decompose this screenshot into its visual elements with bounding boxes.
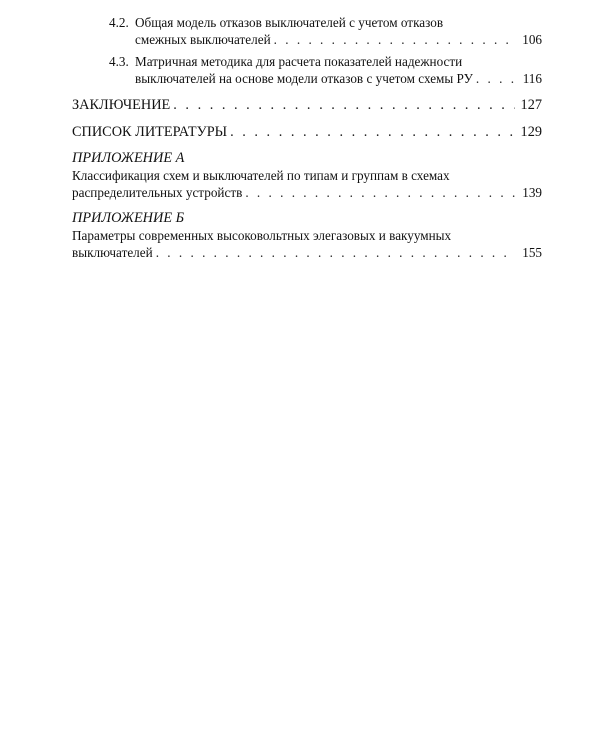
appendix-body	[72, 227, 542, 261]
dot-leader	[476, 70, 515, 87]
appendix-title-line2-row	[72, 184, 542, 201]
appendix-heading: ПРИЛОЖЕНИЕ А	[72, 150, 185, 166]
toc-entry-references-line	[72, 123, 542, 141]
section-number: 4.3.	[109, 54, 129, 69]
section-title: СПИСОК ЛИТЕРАТУРЫ	[72, 124, 228, 140]
dot-leader	[245, 184, 515, 201]
section-number: 4.2.	[109, 15, 129, 30]
table-of-contents	[72, 14, 542, 261]
toc-entry-4-2-first-line	[109, 14, 542, 31]
page-number: 129	[520, 124, 542, 140]
page-number: 127	[520, 97, 542, 113]
toc-entry-4-2-second-line	[109, 31, 542, 48]
toc-entry-conclusion-line	[72, 96, 542, 114]
appendix-title-line1: Параметры современных высоковольтных элегазовых и вакуумных	[72, 228, 452, 243]
dot-leader	[173, 96, 515, 114]
appendix-heading: ПРИЛОЖЕНИЕ Б	[72, 210, 185, 226]
appendix-title-line2-row	[72, 244, 542, 261]
toc-entry-4-3-second-line	[109, 70, 542, 87]
toc-entry-4-2[interactable]	[109, 14, 542, 48]
section-title-line1: Матричная методика для расчета показателей надежности	[135, 54, 463, 69]
toc-entry-appendix-a[interactable]	[72, 149, 542, 201]
dot-leader	[156, 244, 515, 261]
appendix-title-line2: выключателей	[72, 245, 153, 260]
toc-entry-appendix-b[interactable]	[72, 209, 542, 261]
dot-leader	[274, 31, 515, 48]
toc-entry-conclusion[interactable]	[72, 96, 542, 114]
page-number: 155	[522, 245, 542, 260]
page-number: 106	[522, 32, 542, 47]
toc-entry-4-3[interactable]	[109, 53, 542, 87]
toc-entry-4-3-first-line	[109, 53, 542, 70]
page-number: 116	[522, 71, 542, 86]
section-title-line2: выключателей на основе модели отказов с учетом схемы РУ	[135, 71, 473, 86]
appendix-title-line2: распределительных устройств	[72, 185, 243, 200]
section-title: ЗАКЛЮЧЕНИЕ	[72, 97, 171, 113]
toc-entry-references[interactable]	[72, 123, 542, 141]
page-number: 139	[522, 185, 542, 200]
dot-leader	[230, 123, 515, 141]
section-title-line1: Общая модель отказов выключателей с учетом отказов	[135, 15, 444, 30]
appendix-body	[72, 167, 542, 201]
appendix-title-line1: Классификация схем и выключателей по типам и группам в схемах	[72, 168, 450, 183]
section-title-line2: смежных выключателей	[135, 32, 271, 47]
